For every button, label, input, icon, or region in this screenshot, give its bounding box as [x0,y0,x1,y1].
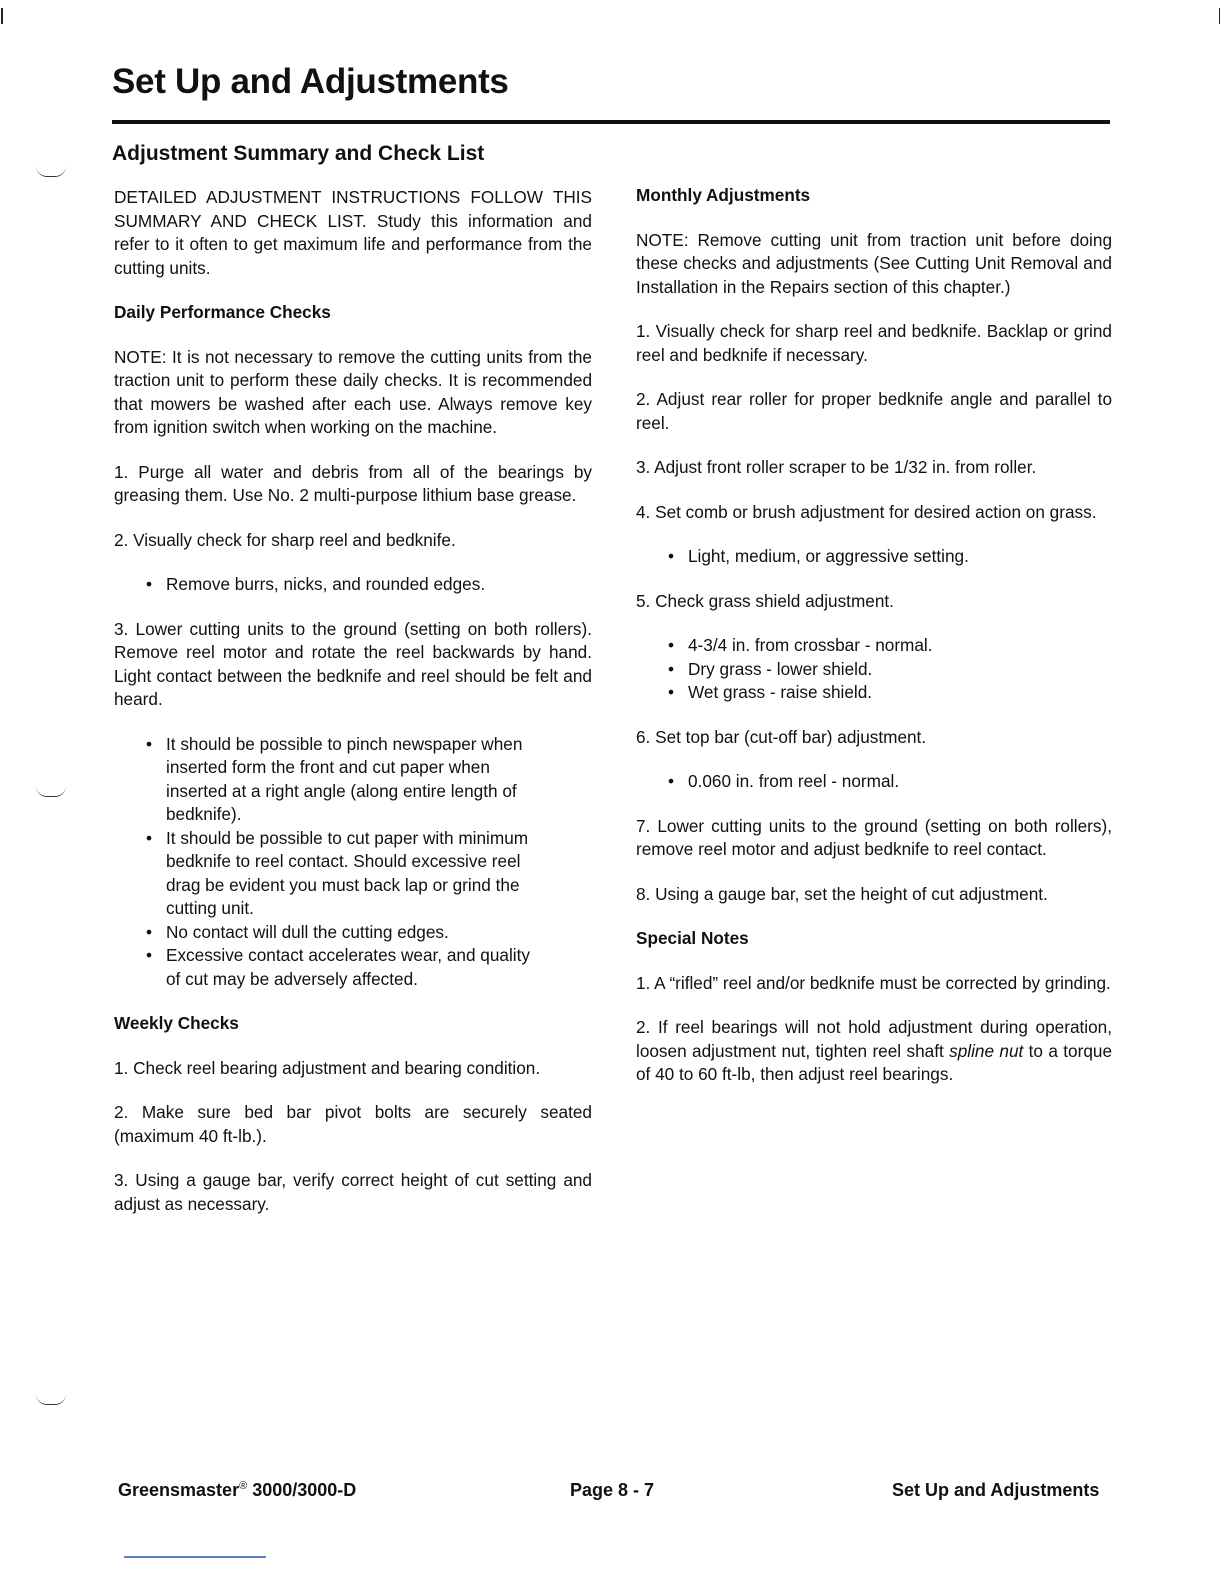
right-column [636,184,1112,1108]
registered-mark: ® [239,1480,248,1492]
daily-item-3-bullets [114,733,546,992]
daily-item-1: 1. Purge all water and debris from all of the bearings by greasing them. Use No. 2 multi-purpose lithium base grease. [114,461,592,505]
footer-model [118,1480,356,1501]
bullet-item: • 0.060 in. from reel - normal. [688,770,1112,794]
footer-model-number: 3000/3000-D [247,1480,357,1500]
monthly-item-5: 5. Check grass shield adjustment. [636,590,894,611]
section-title: Adjustment Summary and Check List [112,142,485,165]
footer-page-number: Page 8 - 7 [570,1480,655,1500]
binder-hole-mark [36,166,66,177]
right-edge-mark [1219,8,1220,24]
monthly-item-4: 4. Set comb or brush adjustment for desired action on grass. [636,501,1097,522]
special-notes-heading: Special Notes [636,928,749,948]
footer-section-name: Set Up and Adjustments [892,1480,1100,1500]
monthly-item-1: 1. Visually check for sharp reel and bedknife. Backlap or grind reel and bedknife if necessary. [636,321,1112,365]
binder-hole-mark [36,786,66,797]
daily-item-2: 2. Visually check for sharp reel and bedknife. [114,529,456,550]
left-edge-mark [1,8,3,24]
left-column [114,186,592,1237]
bottom-scan-stripe [124,1556,266,1558]
monthly-note: NOTE: Remove cutting unit from traction unit before doing these checks and adjustments (See Cutting Unit Removal and Installation in the Repairs section of this chapter.) [636,229,1112,297]
daily-checks-heading: Daily Performance Checks [114,302,331,322]
weekly-checks-heading: Weekly Checks [114,1013,239,1033]
footer-model-name: Greensmaster [118,1480,240,1500]
binder-hole-mark [36,1394,66,1405]
page-title: Set Up and Adjustments [112,62,509,101]
daily-note: NOTE: It is not necessary to remove the cutting units from the traction unit to perform these daily checks. It is recommended that mowers be washed after each use. Always remove key from ignition switch when working on the machine. [114,346,592,437]
bullet-item: • Excessive contact accelerates wear, and quality of cut may be adversely affected. [166,944,546,991]
special-item-2 [636,1016,1112,1087]
monthly-item-4-bullets [636,545,1112,569]
special-item-2-text: 2. If reel bearings will not hold adjustment during operation, loosen adjustment nut, tighten reel shaft [636,1017,1112,1061]
special-item-2-text-end: to a torque of 40 to 60 ft-lb, then adjust reel bearings. [636,1040,1113,1084]
weekly-item-1: 1. Check reel bearing adjustment and bearing condition. [114,1057,541,1078]
monthly-item-7: 7. Lower cutting units to the ground (setting on both rollers), remove reel motor and adjust bedknife to reel contact. [636,815,1112,859]
monthly-item-2: 2. Adjust rear roller for proper bedknife angle and parallel to reel. [636,389,1112,433]
intro-paragraph: DETAILED ADJUSTMENT INSTRUCTIONS FOLLOW THIS SUMMARY AND CHECK LIST. Study this information and refer to it often to get maximum life and performance from the cutting units. [114,187,592,278]
special-item-1: 1. A “rifled” reel and/or bedknife must be corrected by grinding. [636,972,1111,993]
monthly-heading: Monthly Adjustments [636,185,811,205]
monthly-item-3: 3. Adjust front roller scraper to be 1/32 in. from roller. [636,457,1037,477]
daily-item-3: 3. Lower cutting units to the ground (setting on both rollers). Remove reel motor and rotate the reel backwards by hand. Light contact between the bedknife and reel should be felt and heard. [114,618,592,709]
monthly-item-5-bullets [636,634,1112,705]
bullet-item: • Dry grass - lower shield. [688,658,1112,682]
weekly-item-2: 2. Make sure bed bar pivot bolts are securely seated (maximum 40 ft-lb.). [114,1102,592,1146]
bullet-item: • 4-3/4 in. from crossbar - normal. [688,634,1112,658]
bullet-item: • Remove burrs, nicks, and rounded edges. [166,573,592,597]
monthly-item-6-bullets [636,770,1112,794]
bullet-item: • Wet grass - raise shield. [688,681,1112,705]
bullet-item: • It should be possible to cut paper with minimum bedknife to reel contact. Should excessive reel drag be evident you must back lap or grind the cutting unit. [166,827,546,921]
daily-item-2-bullets [114,573,592,597]
title-rule [112,120,1110,124]
bullet-item: • It should be possible to pinch newspaper when inserted form the front and cut paper when inserted at a right angle (along entire length of bedknife). [166,733,546,827]
bullet-item: • No contact will dull the cutting edges. [166,921,546,945]
monthly-item-6: 6. Set top bar (cut-off bar) adjustment. [636,726,927,747]
monthly-item-8: 8. Using a gauge bar, set the height of cut adjustment. [636,883,1048,904]
special-item-2-italic: spline nut [949,1040,1024,1061]
weekly-item-3: 3. Using a gauge bar, verify correct height of cut setting and adjust as necessary. [114,1170,592,1214]
bullet-item: • Light, medium, or aggressive setting. [688,545,1112,569]
